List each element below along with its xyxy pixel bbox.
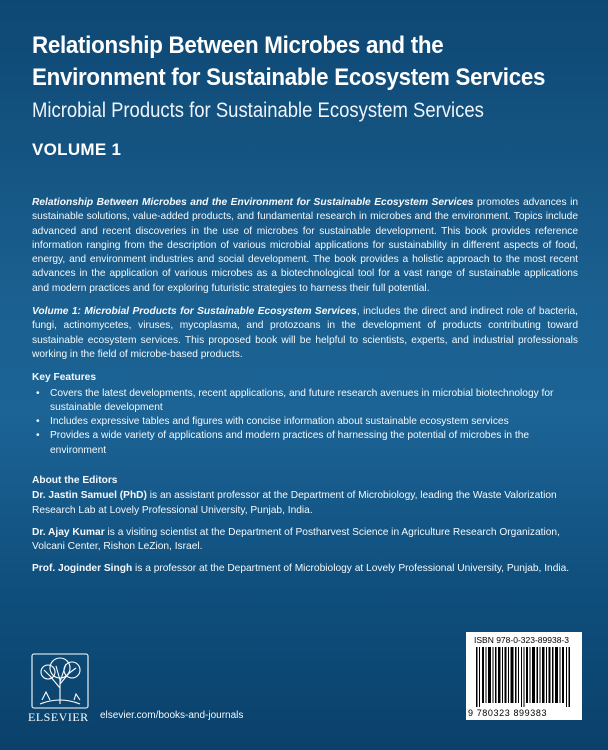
volume-label: VOLUME 1: [32, 140, 122, 159]
isbn-barcode: [466, 632, 582, 720]
key-feature-item: • Provides a wide variety of applications and modern practices of harnessing the potential of microbes in the environment: [32, 429, 578, 458]
about-editors: [32, 474, 578, 585]
description-text-1: promotes advances in sustainable solutions, value-added products, and fundamental research in microbes and the environment. Topics include advanced and recent discoveries in the use of microbes for sustainable development. This book provides reference information ranging from the description of various microbial applications for sustainability in different aspects of food, energy, and environment industries and social development. The book provides a holistic approach to the most recent advances in the application of various microbes as a biotechnological tool for a vast range of sustainable applications and modern practices and for exploring futuristic strategies to harness their full potential.: [32, 197, 579, 294]
key-feature-item: • Includes expressive tables and figures with concise information about sustainable ecosystem services: [32, 415, 578, 429]
book-subtitle: Microbial Products for Sustainable Ecosystem Services: [32, 99, 484, 122]
editors-heading: About the Editors: [32, 475, 118, 486]
editor-bio: is a visiting scientist at the Department of Postharvest Science in Agriculture Research Organization, Volcani Center, Rishon LeZion, Israel.: [32, 526, 560, 553]
description-paragraph-2: [32, 305, 578, 362]
editor-entry: [32, 489, 578, 518]
volume-title-reference: Volume 1: Microbial Products for Sustainable Ecosystem Services: [32, 306, 357, 318]
book-description: [32, 196, 578, 458]
key-feature-item: • Covers the latest developments, recent applications, and future research avenues in microbial biotechnology for sustainable development: [32, 387, 578, 416]
editor-bio: is a professor at the Department of Microbiology at Lovely Professional University, Punjab, India.: [132, 563, 570, 575]
publisher-name: ELSEVIER: [28, 710, 89, 724]
publisher-website-link[interactable]: elsevier.com/books-and-journals: [100, 710, 244, 721]
editor-entry: [32, 526, 578, 555]
book-title-line-2: Environment for Sustainable Ecosystem Services: [32, 64, 546, 91]
isbn-number: ISBN 978-0-323-89938-3: [474, 635, 569, 645]
editor-entry: [32, 562, 578, 576]
editor-bio: is an assistant professor at the Department of Microbiology, leading the Waste Valorization Research Lab at Lovely Professional University, Punjab, India.: [32, 490, 557, 516]
key-features-heading: Key Features: [32, 372, 96, 384]
book-title-line-1: Relationship Between Microbes and the: [32, 32, 444, 59]
editor-name: Dr. Ajay Kumar: [32, 526, 105, 538]
description-paragraph-1: [32, 196, 578, 296]
cover-header: [32, 30, 592, 160]
editor-name: Dr. Jastin Samuel (PhD): [32, 490, 147, 502]
description-text-2: , includes the direct and indirect role of bacteria, fungi, actinomycetes, viruses, mycoplasma, and protozoans in the development of products contributing toward sustainable ecosystem services. This proposed book will be helpful to scientists, experts, and industrial professionals working in the field of microbe-based products.: [32, 306, 578, 360]
barcode-number: 9 780323 899383: [468, 708, 548, 718]
barcode-icon: [476, 647, 572, 707]
editor-name: Prof. Joginder Singh: [32, 563, 133, 575]
book-title-reference: Relationship Between Microbes and the Environment for Sustainable Ecosystem Services: [32, 197, 474, 208]
key-features-list: [32, 387, 578, 458]
